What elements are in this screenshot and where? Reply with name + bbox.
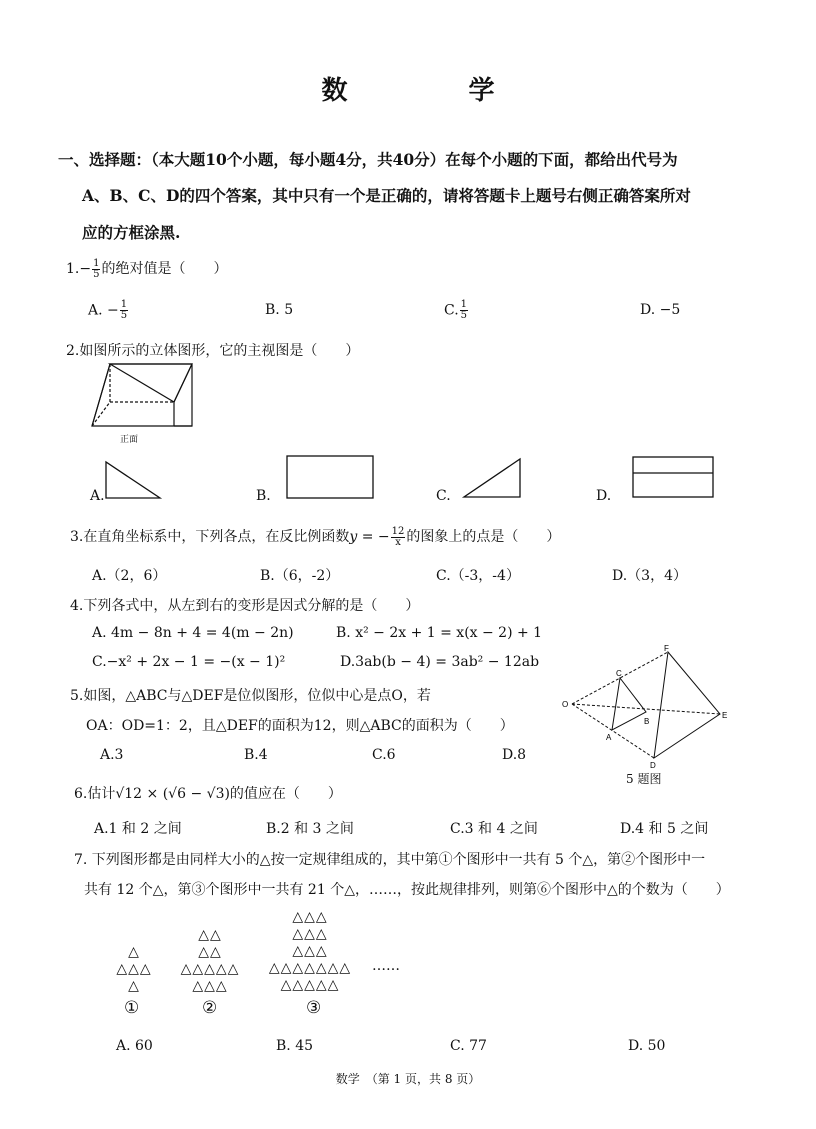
q6-option-b[interactable]: B.2 和 3 之间 (266, 821, 354, 837)
q5-point-e: E (722, 711, 728, 720)
q2-option-d[interactable]: D. (596, 488, 612, 504)
q2-option-c-triangle (462, 457, 526, 499)
q5-figure-caption: 5 题图 (626, 772, 662, 786)
q1-option-d[interactable]: D. −5 (640, 302, 681, 318)
q5-option-c[interactable]: C.6 (372, 747, 396, 763)
q7-fig1-row: △ (128, 978, 140, 994)
q7-figure-3 (258, 909, 362, 994)
q7-fig3-row: △△△△△△△ (268, 960, 352, 976)
q7-fig1-row: △△△ (116, 961, 152, 977)
q2-option-a-triangle (104, 460, 164, 500)
q2-option-c[interactable]: C. (436, 488, 451, 504)
q5-option-a[interactable]: A.3 (100, 747, 124, 763)
question-4: 4.下列各式中，从左到右的变形是因式分解的是（ ） (70, 598, 420, 614)
q7-figure-2-label: ② (202, 998, 218, 1018)
q6-option-d[interactable]: D.4 和 5 之间 (620, 821, 709, 837)
q5-ray-od (572, 704, 654, 758)
page-footer: 数学 （第 1 页，共 8 页） (335, 1072, 481, 1086)
q3-fraction (391, 527, 406, 548)
q1-opt-a-den: 5 (120, 310, 128, 321)
question-5-line1: 5.如图，△ABC与△DEF是位似图形，位似中心是点O，若 (70, 688, 431, 704)
question-7-line1: 7. 下列图形都是由同样大小的△按一定规律组成的，其中第①个图形中一共有 5 个△，第②个图形中一 (74, 852, 706, 868)
q5-point-c: C (616, 669, 622, 678)
q6-option-c[interactable]: C.3 和 4 之间 (450, 821, 538, 837)
q2-option-b-rectangle (286, 455, 376, 501)
q5-triangle-def (654, 652, 720, 758)
q7-fig1-row: △ (128, 944, 140, 960)
page-title: 数 学 (321, 76, 551, 106)
q1-opt-c-fraction (460, 300, 468, 321)
q1-fraction (92, 259, 100, 280)
q7-fig2-row: △△ (198, 944, 222, 960)
q4-option-a[interactable]: A. 4m − 8n + 4 = 4(m − 2n) (92, 625, 294, 641)
q7-option-b[interactable]: B. 45 (276, 1038, 314, 1054)
q7-fig3-row: △△△ (292, 943, 328, 959)
q7-option-c[interactable]: C. 77 (450, 1038, 487, 1054)
q4-option-d[interactable]: D.3ab(b − 4) = 3ab² − 12ab (340, 654, 540, 670)
q7-fig3-row: △△△ (292, 926, 328, 942)
q2-slant (174, 364, 192, 402)
q1-prefix: 1.− (66, 261, 92, 277)
q3-suffix: 的图象上的点是（ ） (406, 529, 561, 545)
q1-frac-den: 5 (93, 268, 100, 280)
q1-opt-a-num: 1 (120, 299, 128, 310)
q3-option-c[interactable]: C.（-3，-4） (436, 568, 520, 584)
question-7-line2: 共有 12 个△，第③个图形中一共有 21 个△，……，按此规律排列，则第⑥个图形中△的个数为（ ） (84, 882, 730, 898)
question-5-line2: OA：OD=1：2，且△DEF的面积为12，则△ABC的面积为（ ） (86, 718, 514, 734)
q4-option-c[interactable]: C.−x² + 2x − 1 = −(x − 1)² (92, 654, 286, 670)
q5-option-b[interactable]: B.4 (244, 747, 268, 763)
q1-option-a[interactable] (88, 300, 129, 321)
q7-fig2-row: △△ (198, 927, 222, 943)
q2-option-b[interactable]: B. (256, 488, 271, 504)
q3-option-d[interactable]: D.（3，4） (612, 568, 687, 584)
question-3 (70, 526, 560, 548)
question-2: 2.如图所示的立体图形，它的主视图是（ ） (66, 343, 360, 359)
section-instructions-line2: A、B、C、D的四个答案，其中只有一个是正确的，请将答题卡上题号右侧正确答案所对 (82, 186, 691, 205)
q1-opt-a-fraction (120, 300, 128, 321)
q5-option-d[interactable]: D.8 (502, 747, 527, 763)
q4-option-b[interactable]: B. x² − 2x + 1 = x(x − 2) + 1 (336, 625, 543, 641)
q7-ellipsis: …… (372, 958, 400, 974)
q1-option-c[interactable] (444, 300, 469, 321)
q7-fig2-row: △△△△△ (180, 961, 240, 977)
q2-edge (92, 364, 110, 426)
q6-option-a[interactable]: A.1 和 2 之间 (94, 821, 182, 837)
q1-suffix: 的绝对值是（ ） (101, 261, 228, 277)
q1-frac-num: 1 (93, 257, 100, 269)
q5-triangle-abc (612, 678, 646, 730)
q3-frac-den: x (395, 536, 401, 548)
q2-solid-figure (88, 362, 198, 442)
q3-option-a[interactable]: A.（2，6） (92, 568, 167, 584)
q1-opt-a-label: A. − (88, 302, 119, 319)
question-1 (66, 258, 227, 280)
q1-option-b[interactable]: B. 5 (265, 302, 294, 318)
q2-top-edge (110, 364, 192, 402)
question-6: 6.估计√12 × (√6 − √3)的值应在（ ） (74, 786, 342, 802)
q5-homothety-figure (560, 644, 740, 774)
q3-prefix: 3.在直角坐标系中，下列各点，在反比例函数 (70, 529, 350, 545)
q2-option-d-double-rectangle (632, 456, 716, 500)
q2-front-label: 正面 (120, 435, 139, 445)
q7-fig3-row: △△△△△ (280, 977, 340, 993)
q7-fig2-row: △△△ (192, 978, 228, 994)
q7-figure-2 (170, 927, 250, 995)
q1-opt-c-num: 1 (460, 299, 468, 310)
q3-function: y = − (349, 529, 390, 545)
q2-option-a[interactable]: A. (90, 488, 105, 504)
q3-frac-num: 12 (391, 525, 405, 537)
q5-point-b: B (644, 717, 650, 726)
q7-figure-1 (108, 944, 160, 995)
q5-point-o: O (562, 700, 569, 709)
q1-opt-c-label: C. (444, 302, 459, 319)
q5-point-d: D (650, 761, 656, 770)
q5-point-a: A (606, 733, 612, 742)
section-instructions-line3: 应的方框涂黑. (82, 223, 181, 242)
q7-figure-1-label: ① (124, 998, 140, 1018)
q7-figure-3-label: ③ (306, 998, 322, 1018)
section-instructions-line1: 一、选择题：（本大题10个小题，每小题4分，共40分）在每个小题的下面，都给出代号为 (58, 150, 678, 169)
q3-option-b[interactable]: B.（6，-2） (260, 568, 340, 584)
q7-fig3-row: △△△ (292, 909, 328, 925)
q7-option-a[interactable]: A. 60 (116, 1038, 153, 1054)
q1-opt-c-den: 5 (460, 310, 468, 321)
q5-point-f: F (664, 644, 669, 653)
q2-hidden-edge-3 (92, 402, 110, 426)
q7-option-d[interactable]: D. 50 (628, 1038, 666, 1054)
